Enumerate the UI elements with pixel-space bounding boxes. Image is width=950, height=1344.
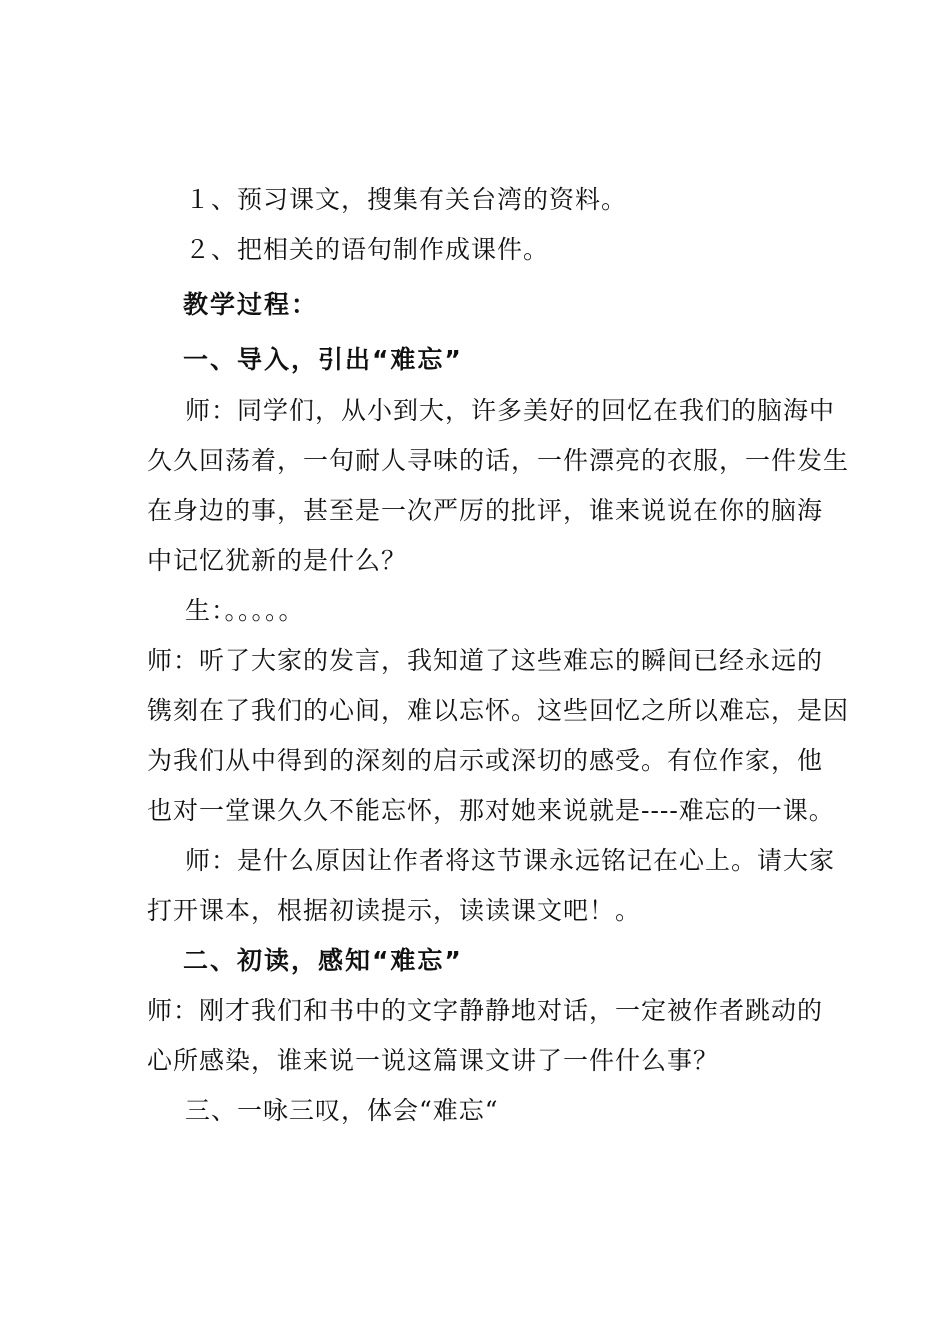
section-heading-2: 二、初读，感知“难忘” <box>183 946 463 975</box>
paragraph-line: 为我们从中得到的深刻的启示或深切的感受。有位作家，他 <box>147 746 824 775</box>
section-heading-teaching-process: 教学过程： <box>183 290 319 319</box>
prep-item-1: １、预习课文，搜集有关台湾的资料。 <box>185 185 628 214</box>
paragraph-line: 也对一堂课久久不能忘怀，那对她来说就是----难忘的一课。 <box>147 796 835 825</box>
paragraph-line: 师：同学们，从小到大，许多美好的回忆在我们的脑海中 <box>185 396 836 425</box>
prep-item-2: ２、把相关的语句制作成课件。 <box>185 235 550 264</box>
paragraph-line: 师：听了大家的发言，我知道了这些难忘的瞬间已经永远的 <box>147 646 824 675</box>
paragraph-line: 久久回荡着，一句耐人寻味的话，一件漂亮的衣服，一件发生 <box>147 446 850 475</box>
paragraph-line: 心所感染，谁来说一说这篇课文讲了一件什么事？ <box>147 1046 720 1075</box>
section-heading-3: 三、一咏三叹，体会“难忘“ <box>185 1096 499 1125</box>
paragraph-line: 师：是什么原因让作者将这节课永远铭记在心上。请大家 <box>185 846 836 875</box>
paragraph-line: 镌刻在了我们的心间，难以忘怀。这些回忆之所以难忘，是因 <box>147 696 850 725</box>
section-heading-1: 一、导入，引出“难忘” <box>183 345 463 374</box>
paragraph-line: 中记忆犹新的是什么？ <box>147 546 408 575</box>
student-reply: 生：。。。。。 <box>185 596 305 625</box>
paragraph-line: 在身边的事，甚至是一次严厉的批评，谁来说说在你的脑海 <box>147 496 824 525</box>
paragraph-line: 师：刚才我们和书中的文字静静地对话，一定被作者跳动的 <box>147 996 824 1025</box>
paragraph-line: 打开课本，根据初读提示，读读课文吧！。 <box>147 896 642 925</box>
